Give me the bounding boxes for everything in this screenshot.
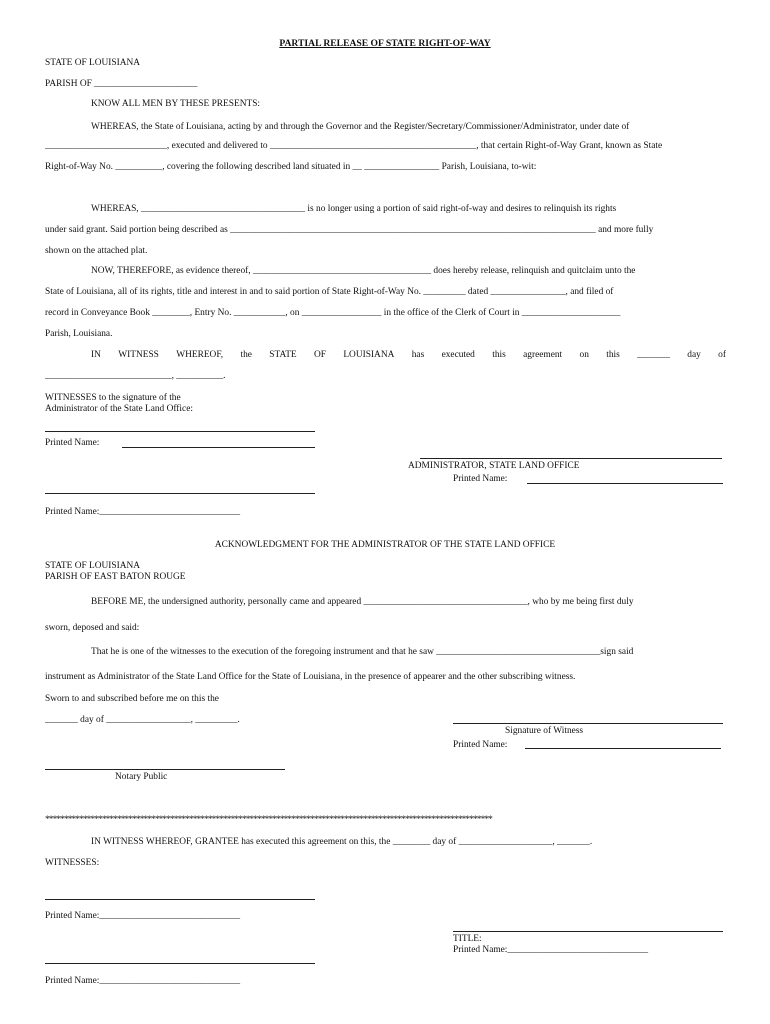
witness2-printed-name: Printed Name:______________________________ [45,507,241,517]
admin-signature-line[interactable] [420,458,722,459]
witness-word: has [411,350,425,360]
witness2-signature-line[interactable] [45,493,315,494]
witness-word: executed [441,350,475,360]
ack-state: STATE OF LOUISIANA [45,561,141,571]
grantee-witness1-signature-line[interactable] [45,899,315,900]
grantee-witness2-printed-name: Printed Name:______________________________ [45,976,241,986]
witness1-signature-line[interactable] [45,431,315,432]
witness-word: the [240,350,252,360]
witness1-printed-name-label: Printed Name: [45,438,100,448]
ack-heading: ACKNOWLEDGMENT FOR THE ADMINISTRATOR OF THE STATE LAND OFFICE [214,540,556,550]
witness-date: ___________________________, __________. [45,371,226,381]
witness-word: agreement [523,350,563,360]
day-of-line: _______ day of __________________, _________. [45,715,240,725]
now-line4: Parish, Louisiana. [45,329,113,339]
document-title: PARTIAL RELEASE OF STATE RIGHT-OF-WAY [279,38,491,49]
ack-parish: PARISH OF EAST BATON ROUGE [45,572,186,582]
know-all-men: KNOW ALL MEN BY THESE PRESENTS: [91,99,261,109]
witness-word: _______ [637,350,670,360]
witness-word: WHEREOF, [176,350,224,360]
ack-printed-name-line[interactable] [525,748,721,749]
notary-signature-line[interactable] [45,769,285,770]
grantee-title-label: TITLE: [453,934,482,944]
whereas1-line2 [45,140,726,152]
witness-word: on [579,350,589,360]
admin-printed-name-line[interactable] [527,483,723,484]
ack-printed-name-label: Printed Name: [453,740,508,750]
witness1-printed-name-line[interactable] [122,447,315,448]
parish-line: PARISH OF ______________________ [45,79,198,89]
witness-word: WITNESS [118,350,159,360]
witness-word: this [606,350,620,360]
witness-word: of [718,350,726,360]
whereas1-line3: Right-of-Way No. __________, covering the following described land situated in __ ________________ Parish, Louisiana, to-wit: [45,162,537,172]
now-line1: NOW, THEREFORE, as evidence thereof, ______________________________________ does hereby release, relinquish and quitclaim unto the [91,266,636,276]
whereas2-line1: WHEREAS, ___________________________________ is no longer using a portion of said right-of-way and desires to relinquish its rights [91,204,617,214]
before-me-line: BEFORE ME, the undersigned authority, personally came and appeared ___________________________________, who by me being first duly [91,597,634,607]
admin-title: ADMINISTRATOR, STATE LAND OFFICE [408,461,580,471]
witness-word: STATE [269,350,297,360]
whereas1-text1: WHEREAS, the State of Louisiana, acting by and through the Governor and the Register/Secretary/Commissioner/Administrator, under date of [91,122,630,132]
grantee-witness-line: IN WITNESS WHEREOF, GRANTEE has executed this agreement on this, the ________ day of ____________________, _______. [91,837,593,847]
notary-public-label: Notary Public [115,772,168,782]
grantee-witness2-signature-line[interactable] [45,963,315,964]
grantee-printed-name: Printed Name:______________________________ [453,945,649,955]
witness-line [91,349,726,361]
witness-word: LOUISIANA [343,350,395,360]
whereas1-text2: __________________________, executed and delivered to ____________________________________________, that certain Right-of-Way Grant, known as State [45,141,663,151]
admin-printed-name-label: Printed Name: [453,474,508,484]
whereas1-line1 [91,121,726,133]
witness-word: OF [314,350,326,360]
signature-of-witness-label: Signature of Witness [505,726,584,736]
instrument-line: instrument as Administrator of the State Land Office for the State of Louisiana, in the presence of appearer and the other subscribing witness. [45,672,576,682]
witnesses-label: WITNESSES: [45,858,100,868]
sworn-line: sworn, deposed and said: [45,623,140,633]
witness-word: this [492,350,506,360]
grantee-witness1-printed-name: Printed Name:______________________________ [45,911,241,921]
now-line2: State of Louisiana, all of its rights, title and interest in and to said portion of State Right-of-Way No. _________ dated ________________, and filed of [45,287,614,297]
witness-signature-line[interactable] [453,723,723,724]
sworn-subscribed-line: Sworn to and subscribed before me on this the [45,694,219,704]
grantee-signature-line[interactable] [453,931,723,932]
witnesses-sig-label1: WITNESSES to the signature of the [45,393,181,403]
witnesses-sig-label2: Administrator of the State Land Office: [45,404,193,414]
witness-word: day [687,350,701,360]
now-line3: record in Conveyance Book ________, Entry No. ___________, on _________________ in the office of the Clerk of Court in _____________________ [45,308,621,318]
whereas2-line3: shown on the attached plat. [45,246,148,256]
state-line: STATE OF LOUISIANA [45,58,141,68]
whereas2-line2: under said grant. Said portion being described as ______________________________________________________________________________ and more fully [45,225,654,235]
stars-divider: ********************************************************************************************************************** [45,815,492,825]
witness-word: IN [91,350,101,360]
that-he-line: That he is one of the witnesses to the execution of the foregoing instrument and that he saw ___________________________________sign said [91,647,634,657]
